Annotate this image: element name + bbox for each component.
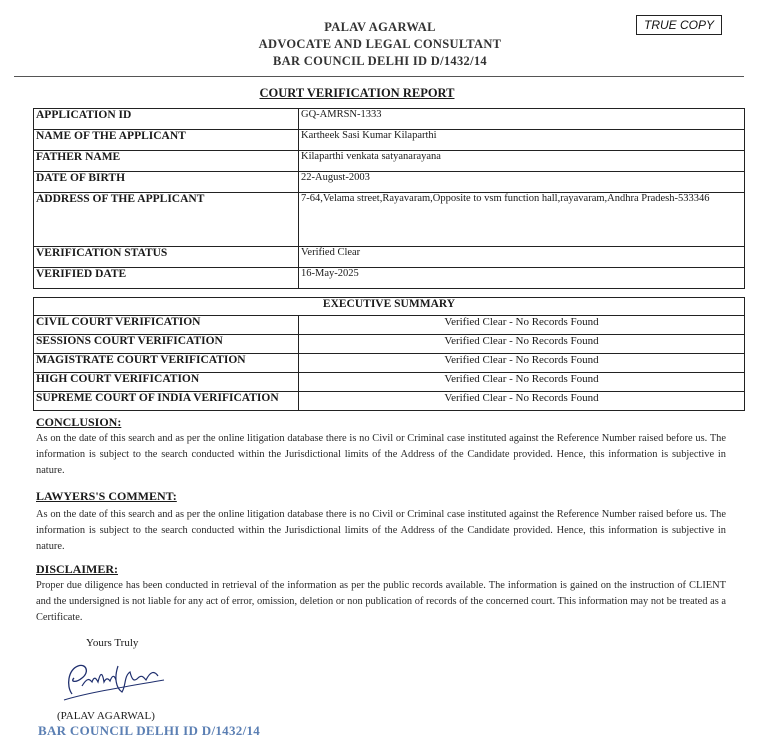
field-label: VERIFICATION STATUS [34,247,299,268]
table-row [34,392,745,411]
field-label: APPLICATION ID [34,109,299,130]
court-label: HIGH COURT VERIFICATION [34,373,299,392]
court-result: Verified Clear - No Records Found [299,335,745,354]
table-row [34,373,745,392]
table-row [34,335,745,354]
conclusion-text: As on the date of this search and as per the online litigation database there is no Civil or Criminal case instituted against the Reference Number raised before us. The information is subject to the search conducted within the Jurisdictional limits of the Address of the Candidate provided. Hence, this information is subjective in nature. [36,433,726,476]
report-title: COURT VERIFICATION REPORT [259,86,455,100]
lawyers-comment-text: As on the date of this search and as per the online litigation database there is no Civil or Criminal case instituted against the Reference Number raised before us. The information is subject to the search conducted within the Jurisdictional limits of the Address of the Candidate provided. Hence, this information is subjective in nature. [36,509,726,552]
court-result: Verified Clear - No Records Found [299,373,745,392]
table-row [34,130,745,151]
table-row [34,172,745,193]
applicant-details-table [33,108,745,289]
table-row [34,268,745,289]
table-row [34,193,745,247]
field-label: DATE OF BIRTH [34,172,299,193]
field-value: 22-August-2003 [299,172,745,193]
table-row [34,151,745,172]
signatory-name: (PALAV AGARWAL) [57,710,155,722]
court-label: MAGISTRATE COURT VERIFICATION [34,354,299,373]
court-result: Verified Clear - No Records Found [299,316,745,335]
table-row [34,354,745,373]
yours-truly: Yours Truly [86,637,139,649]
signature-icon [60,656,170,701]
court-result: Verified Clear - No Records Found [299,354,745,373]
header-divider [14,76,744,77]
field-label: FATHER NAME [34,151,299,172]
field-value: 16-May-2025 [299,268,745,289]
bar-council-id: BAR COUNCIL DELHI ID D/1432/14 [273,54,487,68]
table-row [34,247,745,268]
field-value: Verified Clear [299,247,745,268]
table-header-row [34,298,745,316]
court-label: SESSIONS COURT VERIFICATION [34,335,299,354]
executive-summary-table [33,297,745,411]
field-value: GQ-AMRSN-1333 [299,109,745,130]
disclaimer-title: DISCLAIMER: [36,562,119,576]
disclaimer-text: Proper due diligence has been conducted in retrieval of the information as per the public records available. The information is gained on the instruction of CLIENT and the undersigned is not liable for any act of error, omission, deletion or non publication of records of the concerned court. This information may not be treated as a Certificate. [36,580,726,623]
table-row [34,316,745,335]
field-value: 7-64,Velama street,Rayavaram,Opposite to vsm function hall,rayavaram,Andhra Pradesh-533346 [299,193,745,247]
court-result: Verified Clear - No Records Found [299,392,745,411]
court-label: CIVIL COURT VERIFICATION [34,316,299,335]
advocate-designation: ADVOCATE AND LEGAL CONSULTANT [258,37,502,51]
conclusion-title: CONCLUSION: [36,415,122,429]
field-label: ADDRESS OF THE APPLICANT [34,193,299,247]
field-value: Kilaparthi venkata satyanarayana [299,151,745,172]
advocate-name: PALAV AGARWAL [324,20,436,34]
summary-heading: EXECUTIVE SUMMARY [34,298,745,316]
true-copy-stamp: TRUE COPY [636,15,722,35]
table-row [34,109,745,130]
court-label: SUPREME COURT OF INDIA VERIFICATION [34,392,299,411]
field-label: VERIFIED DATE [34,268,299,289]
field-value: Kartheek Sasi Kumar Kilaparthi [299,130,745,151]
footer-bar-council-id: BAR COUNCIL DELHI ID D/1432/14 [38,723,261,738]
lawyers-comment-title: LAWYERS'S COMMENT: [36,489,177,503]
field-label: NAME OF THE APPLICANT [34,130,299,151]
